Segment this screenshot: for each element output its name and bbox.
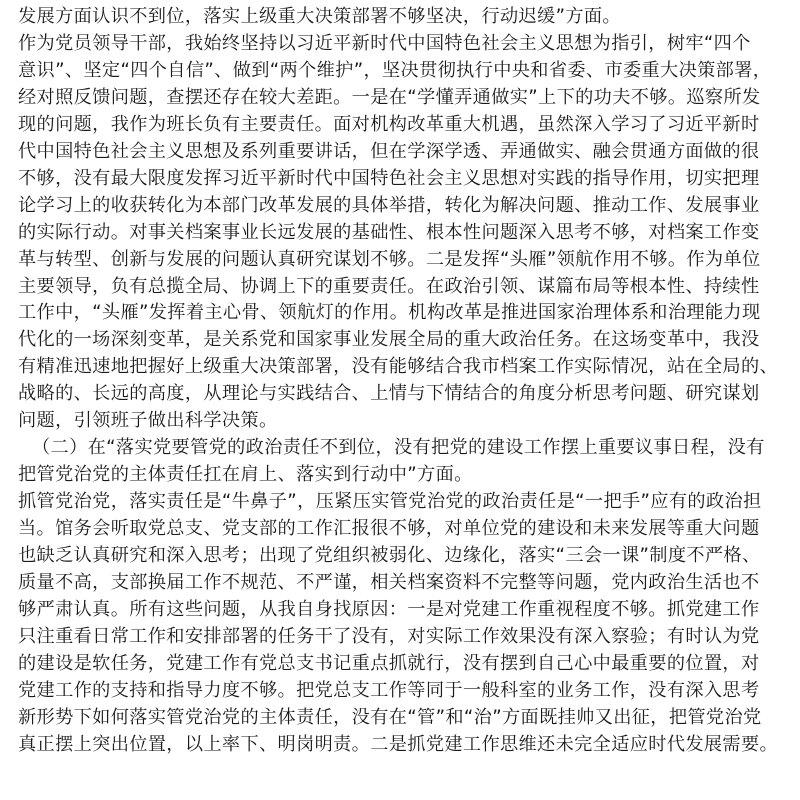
text-line: 新形势下如何落实管党治党的主体责任，没有在“管”和“治”方面既挂帅又出征，把管党治党	[18, 706, 762, 728]
text-line: 的实际行动。对事关档案事业长远发展的基础性、根本性问题深入思考不够，对档案工作变	[18, 221, 760, 243]
text-line: 问题，引领班子做出科学决策。	[18, 410, 278, 432]
text-line: 主要领导，负有总揽全局、协调上下的重要责任。在政治引领、谋篇布局等根本性、持续性	[18, 275, 760, 297]
text-line: 真正摆上突出位置，以上率下、明岗明责。二是抓党建工作思维还未完全适应时代发展需要。	[18, 733, 779, 755]
text-line: 只注重看日常工作和安排部署的任务干了没有，对实际工作效果没有深入察验；有时认为党	[18, 625, 760, 647]
text-line: 有精准迅速地把握好上级重大决策部署，没有能够结合我市档案工作实际情况，站在全局的、	[18, 356, 779, 378]
text-line: 把管党治党的主体责任扛在肩上、落实到行动中”方面。	[18, 464, 473, 486]
text-line: 的建设是软任务，党建工作有党总支书记重点抓就行，没有摆到自己心中最重要的位置，对	[18, 652, 760, 674]
text-line: 当。馆务会听取党总支、党支部的工作汇报很不够，对单位党的建设和未来发展等重大问题	[18, 518, 760, 540]
text-line: （二）在“落实党要管党的政治责任不到位，没有把党的建设工作摆上重要议事日程，没有	[32, 437, 765, 459]
text-line: 意识”、坚定“四个自信”、做到“两个维护”，坚决贯彻执行中央和省委、市委重大决策部署，	[18, 59, 772, 81]
text-line: 经对照反馈问题，查摆还存在较大差距。一是在“学懂弄通做实”上下的功夫不够。巡察所发	[18, 86, 761, 108]
text-line: 发展方面认识不到位，落实上级重大决策部署不够坚决，行动迟缓”方面。	[18, 6, 621, 27]
text-line: 现的问题，我作为班长负有主要责任。面对机构改革重大机遇，虽然深入学习了习近平新时	[18, 113, 760, 135]
text-line: 质量不高，支部换届工作不规范、不严谨，相关档案资料不完整等问题，党内政治生活也不	[18, 571, 760, 593]
text-line: 革与转型、创新与发展的问题认真研究谋划不够。二是发挥“头雁”领航作用不够。作为单位	[18, 248, 761, 270]
text-line: 作为党员领导干部，我始终坚持以习近平新时代中国特色社会主义思想为指引，树牢“四个	[18, 32, 751, 54]
text-line: 工作中，“头雁”发挥着主心骨、领航灯的作用。机构改革是推进国家治理体系和治理能力现	[18, 302, 761, 324]
text-line: 也缺乏认真研究和深入思考；出现了党组织被弱化、边缘化，落实“三会一课”制度不严格、	[18, 545, 761, 566]
text-line: 抓管党治党，落实责任是“牛鼻子”，压紧压实管党治党的政治责任是“一把手”应有的政治担	[18, 491, 762, 513]
text-line: 战略的、长远的高度，从理论与实践结合、上情与下情结合的角度分析思考问题、研究谋划	[18, 383, 760, 405]
text-line: 论学习上的收获转化为本部门改革发展的具体举措，转化为解决问题、推动工作、发展事业	[18, 194, 760, 216]
text-line: 够严肃认真。所有这些问题，从我自身找原因：一是对党建工作重视程度不够。抓党建工作	[18, 598, 760, 620]
text-line: 代中国特色社会主义思想及系列重要讲话，但在学深学透、弄通做实、融会贯通方面做的很	[18, 140, 760, 162]
text-line: 不够，没有最大限度发挥习近平新时代中国特色社会主义思想对实践的指导作用，切实把理	[18, 167, 760, 189]
text-line: 党建工作的支持和指导力度不够。把党总支工作等同于一般科室的业务工作，没有深入思考	[18, 679, 760, 701]
text-line: 代化的一场深刻变革，是关系党和国家事业发展全局的重大政治任务。在这场变革中，我没	[18, 329, 760, 351]
